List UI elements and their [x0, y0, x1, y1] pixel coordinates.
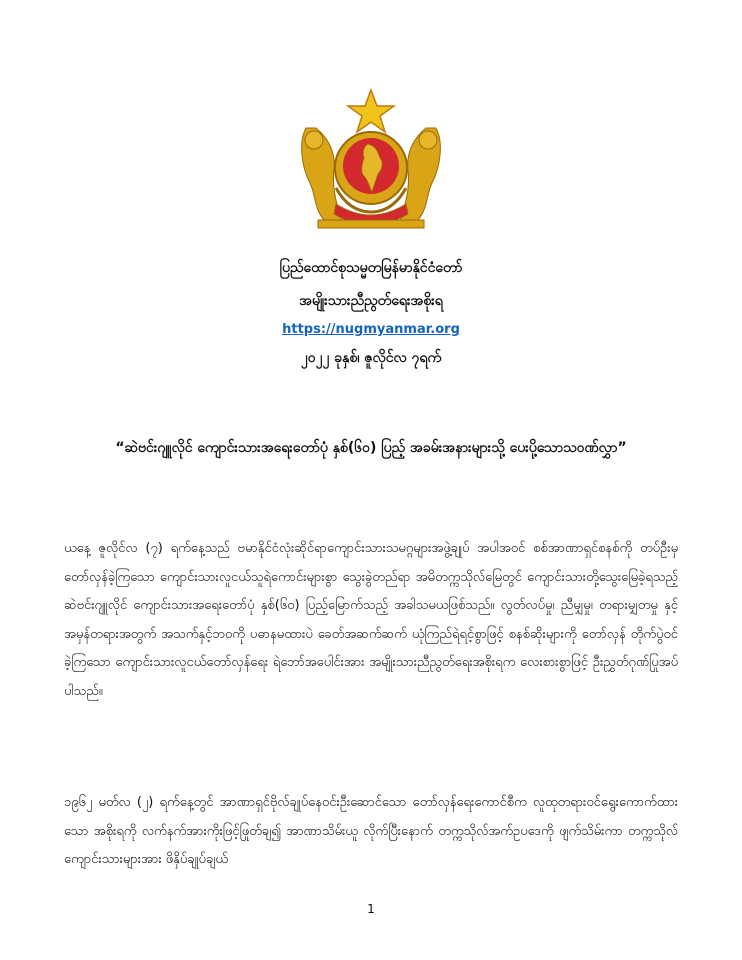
document-title: “ဆဲဗင်းဂျူလိုင် ကျောင်းသားအရေးတော်ပုံ နှစ်(၆၀) ပြည့် အခမ်းအနားများသို့ ပေးပို့သောသဝဏ်လွှာ” — [115, 440, 627, 456]
org-name-line1: ပြည်ထောင်စုသမ္မတမြန်မာနိုင်ငံတော် — [279, 260, 463, 276]
document-date: ၂၀၂၂ ခုနှစ်၊ ဇူလိုင်လ ၇ရက် — [300, 350, 442, 366]
body-paragraph-2: ၁၉၆၂ မတ်လ (၂) ရက်နေ့တွင် အာဏာရှင်ဗိုလ်ချုပ်နေဝင်းဦးဆောင်သော တော်လှန်ရေးကောင်စီက လူထုတရားဝင်ရွေးကောက်ထားသော အစိုးရကို လက်နက်အားကိုးဖြင့်ဖြုတ်ချ၍ အာဏာသိမ်းယူ လိုက်ပြီးနောက် တက္ကသိုလ်အက်ဥပဒေကို ဖျက်သိမ်းကာ တက္ကသိုလ်ကျောင်းသားများအား ဖိနှိပ်ချုပ်ချယ် — [64, 795, 678, 867]
state-emblem-icon — [296, 88, 446, 238]
website-link[interactable]: https://nugmyanmar.org — [282, 322, 460, 337]
org-name-line2: အမျိုးသားညီညွတ်ရေးအစိုးရ — [299, 293, 443, 309]
body-paragraph-1: ယနေ့ ဇူလိုင်လ (၇) ရက်နေ့သည် ဗမာနိုင်ငံလုံးဆိုင်ရာကျောင်းသားသမဂ္ဂများအဖွဲ့ချုပ် အပါအဝင် စစ်အာဏာရှင်စနစ်ကို တပ်ဦးမှ တော်လှန်ခဲ့ကြသော ကျောင်းသားလူငယ်သူရဲကောင်းများစွာ သွေးခွဲတည်ရာ အမိတက္ကသိုလ်မြေတွင် ကျောင်းသားတို့သွေးမြေခဲ့ရသည့် ဆဲဗင်းဂျူလိုင် ကျောင်းသားအရေးတော်ပုံ နှစ်(၆၀) ပြည့်မြောက်သည့် အခါသမယဖြစ်သည်။ လွတ်လပ်မှု၊ ညီမျှမှု၊ တရားမျှတမှု နှင့် အမှန်တရားအတွက် အသက်နှင့်ဘဝကို ပဓာနမထားပဲ ခေတ်အဆက်ဆက် ယုံကြည်ရဲရင့်စွာဖြင့် စနစ်ဆိုးများကို တော်လှန် တိုက်ပွဲဝင်ခဲ့ကြသော ကျောင်းသားလူငယ်တော်လှန်ရေး ရဲဘော်အပေါင်းအား အမျိုးသားညီညွတ်ရေးအစိုးရက လေးစားစွာဖြင့် ဦးညွှတ်ဂုဏ်ပြုအပ်ပါသည်။ — [64, 541, 678, 699]
page-number: 1 — [367, 902, 375, 916]
